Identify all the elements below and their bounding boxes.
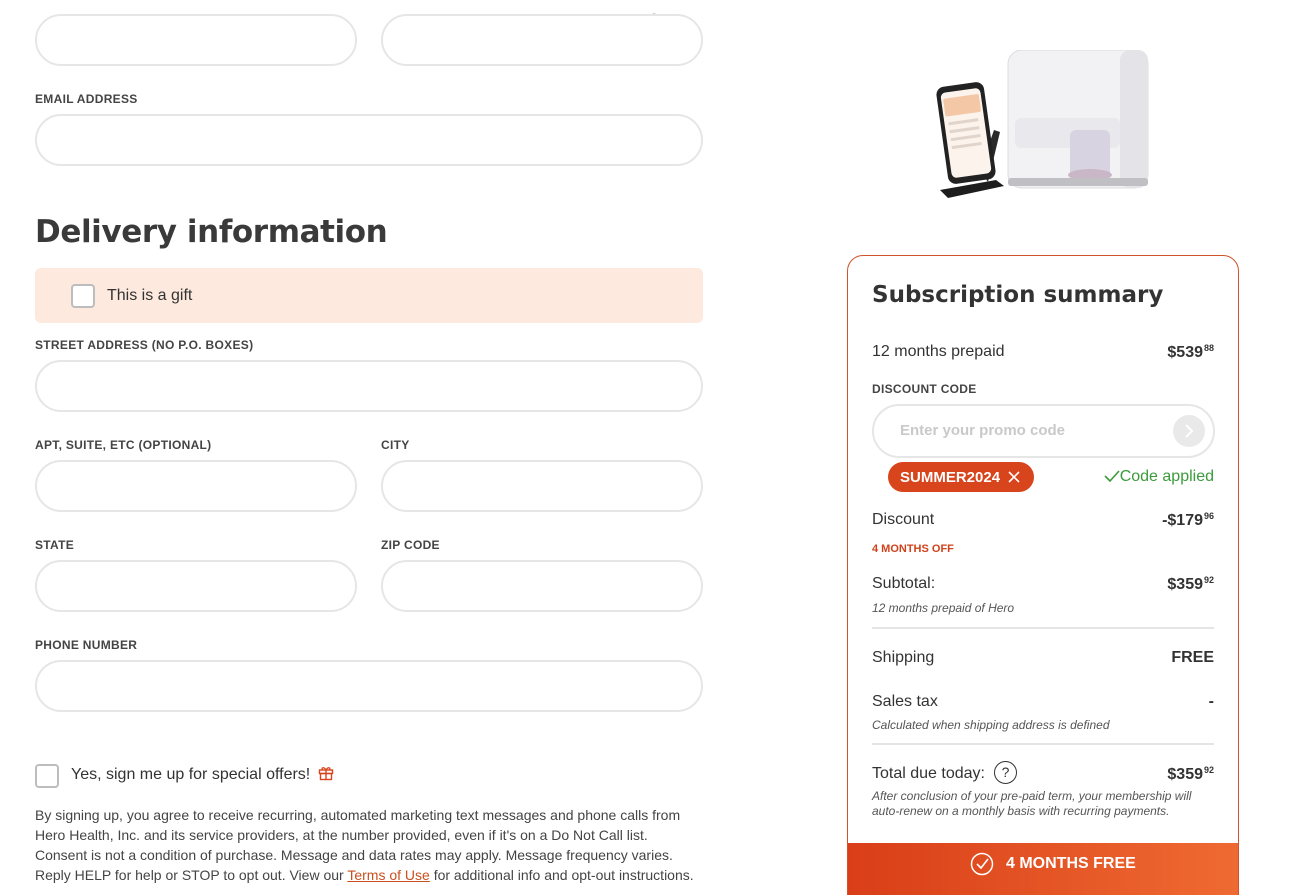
state-input[interactable] — [35, 560, 357, 612]
zip-input[interactable] — [381, 560, 703, 612]
tax-value: - — [1208, 693, 1214, 710]
discount-code-label: DISCOUNT CODE — [872, 382, 977, 396]
delivery-title: Delivery information — [35, 214, 388, 250]
plan-label: 12 months prepaid — [872, 343, 1005, 360]
offers-checkbox[interactable] — [35, 764, 59, 788]
state-label: STATE — [35, 538, 75, 552]
subtotal-note: 12 months prepaid of Hero — [872, 601, 1015, 615]
subtotal-cents: 92 — [1203, 575, 1214, 585]
shipping-label: Shipping — [872, 649, 935, 666]
total-dollars: $359 — [1167, 766, 1203, 783]
subscription-summary — [847, 255, 1239, 895]
gift-option[interactable] — [35, 268, 703, 323]
plan-price-cents: 88 — [1203, 343, 1214, 353]
tax-note: Calculated when shipping address is defined — [872, 718, 1110, 732]
legal-body: By signing up, you agree to receive recurring, automated marketing text messages and phone calls from Hero Health, Inc. and its service providers, at the number provided, even if it's on a Do Not Call list. Consent is not a condition of purchase. Message and data rates may apply. Message frequency varies. Reply HELP for help or STOP to opt out. View our — [35, 807, 681, 883]
product-image — [930, 50, 1155, 210]
four-months-free-button[interactable] — [848, 843, 1238, 895]
gift-label: This is a gift — [107, 287, 193, 304]
discount-cents: 96 — [1203, 511, 1214, 521]
zip-label: ZIP CODE — [381, 538, 440, 552]
email-label: EMAIL ADDRESS — [35, 92, 138, 106]
code-applied-text: Code applied — [1119, 468, 1214, 485]
apply-promo-button[interactable] — [1173, 415, 1205, 447]
offers-label: Yes, sign me up for special offers! — [71, 766, 311, 783]
code-applied-status — [1104, 468, 1214, 486]
total-label: Total due today: — [872, 765, 985, 782]
total-note: After conclusion of your pre-paid term, your membership will auto-renew on a monthly basis with recurring payments. — [872, 789, 1192, 818]
total-cents: 92 — [1203, 765, 1214, 775]
cta-label: 4 MONTHS FREE — [1006, 855, 1136, 872]
subtotal-label: Subtotal: — [872, 575, 936, 592]
applied-code-chip[interactable] — [888, 462, 1034, 492]
promo-placeholder: Enter your promo code — [900, 422, 1066, 439]
first-name-input[interactable] — [35, 14, 357, 66]
help-icon[interactable]: ? — [994, 761, 1017, 784]
city-input[interactable] — [381, 460, 703, 512]
discount-note: 4 MONTHS OFF — [872, 543, 954, 555]
divider — [872, 627, 1214, 629]
chevron-right-icon — [1173, 415, 1205, 447]
check-icon — [1104, 470, 1120, 482]
tax-label: Sales tax — [872, 693, 938, 710]
subtotal-dollars: $359 — [1167, 576, 1203, 593]
apt-label: APT, SUITE, ETC (OPTIONAL) — [35, 438, 212, 452]
gift-icon — [318, 765, 334, 781]
subtotal-value — [1167, 575, 1214, 594]
discount-value — [1162, 511, 1214, 530]
discount-dollars: -$179 — [1162, 512, 1203, 529]
apt-input[interactable] — [35, 460, 357, 512]
email-input[interactable] — [35, 114, 703, 166]
city-label: CITY — [381, 438, 410, 452]
legal-tail: for additional info and opt-out instructions. — [433, 867, 694, 883]
shipping-value: FREE — [1171, 649, 1214, 666]
promo-code-input[interactable] — [872, 404, 1215, 458]
street-input[interactable] — [35, 360, 703, 412]
close-icon[interactable] — [1008, 471, 1020, 483]
plan-price — [1167, 343, 1214, 362]
applied-code-text: SUMMER2024 — [900, 468, 1001, 486]
phone-input[interactable] — [35, 660, 703, 712]
summary-title: Subscription summary — [872, 282, 1164, 308]
total-value — [1167, 765, 1214, 784]
discount-label: Discount — [872, 511, 935, 528]
check-circle-icon — [970, 852, 994, 876]
phone-label: PHONE NUMBER — [35, 638, 138, 652]
sms-consent-text — [35, 805, 703, 885]
gift-checkbox[interactable] — [71, 284, 95, 308]
plan-price-dollars: $539 — [1167, 344, 1203, 361]
terms-of-use-link[interactable]: Terms of Use — [347, 867, 430, 883]
last-name-input[interactable] — [381, 14, 703, 66]
divider — [872, 743, 1214, 745]
street-label: STREET ADDRESS (NO P.O. BOXES) — [35, 338, 254, 352]
